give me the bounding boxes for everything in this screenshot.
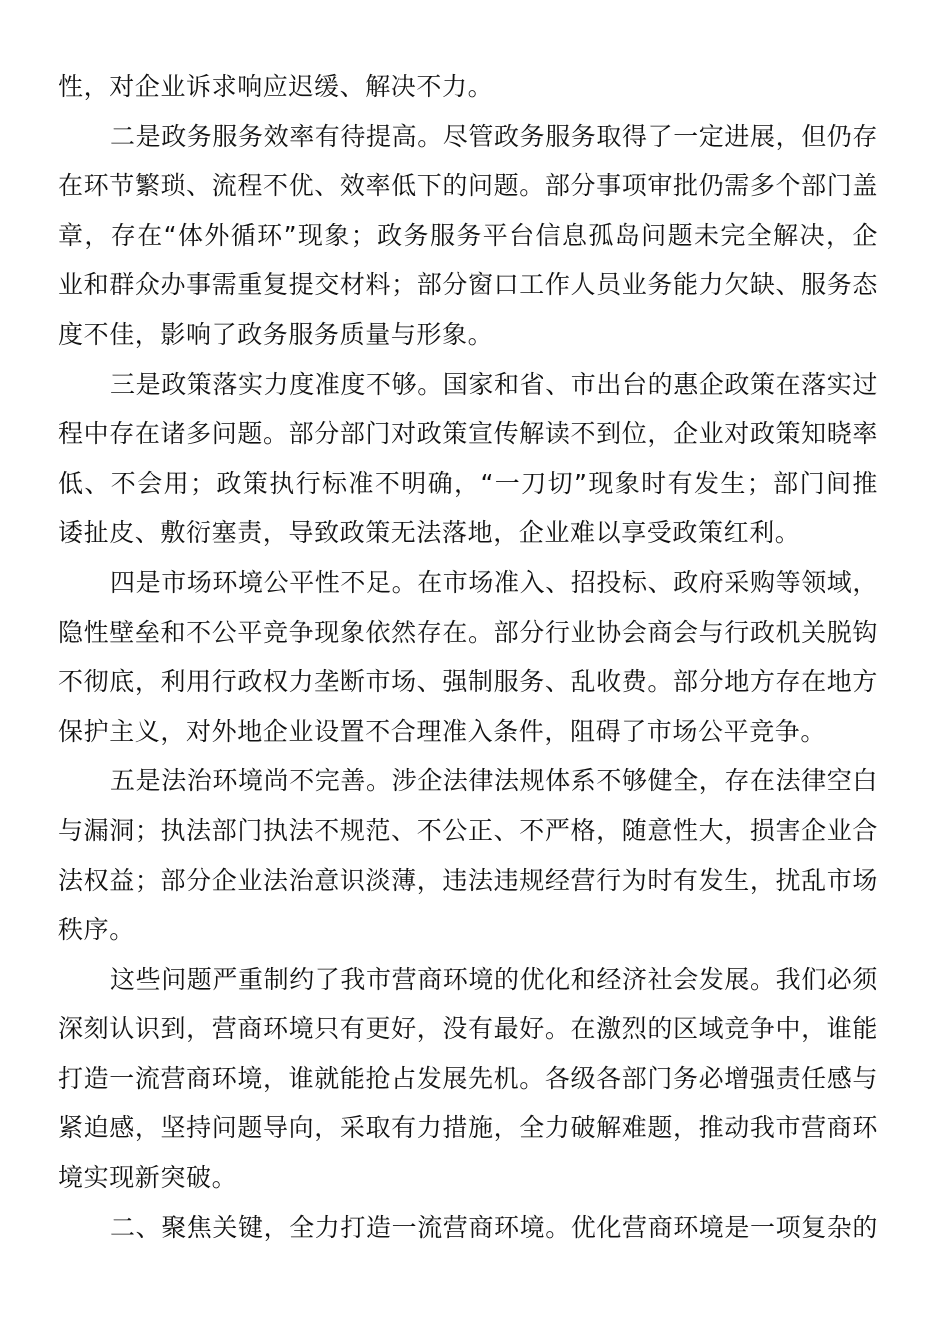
paragraph-continuation: 性，对企业诉求响应迟缓、解决不力。 xyxy=(58,72,494,101)
paragraph-government-service-efficiency: 二是政务服务效率有待提高。尽管政务服务取得了一定进展，但仍存在环节繁琐、流程不优、效率低下的问题。部分事项审批仍需多个部门盖章，存在“体外循环”现象；政务服务平台信息孤岛问题未完全解决，企业和群众办事需重复提交材料；部分窗口工作人员业务能力欠缺、服务态度不佳，影响了政务服务质量与形象。 xyxy=(58,121,879,349)
paragraph-market-fairness: 四是市场环境公平性不足。在市场准入、招投标、政府采购等领域，隐性壁垒和不公平竞争现象依然存在。部分行业协会商会与行政机关脱钩不彻底，利用行政权力垄断市场、强制服务、乱收费。部分地方存在地方保护主义，对外地企业设置不合理准入条件，阻碍了市场公平竞争。 xyxy=(58,567,879,746)
paragraph-legal-environment: 五是法治环境尚不完善。涉企法律法规体系不够健全，存在法律空白与漏洞；执法部门执法不规范、不公正、不严格，随意性大，损害企业合法权益；部分企业法治意识淡薄，违法违规经营行为时有发生，扰乱市场秩序。 xyxy=(58,766,879,945)
paragraph-summary: 这些问题严重制约了我市营商环境的优化和经济社会发展。我们必须深刻认识到，营商环境只有更好，没有最好。在激烈的区域竞争中，谁能打造一流营商环境，谁就能抢占发展先机。各级各部门务必增强责任感与紧迫感，坚持问题导向，采取有力措施，全力破解难题，推动我市营商环境实现新突破。 xyxy=(58,964,879,1193)
paragraph-policy-implementation: 三是政策落实力度准度不够。国家和省、市出台的惠企政策在落实过程中存在诸多问题。部分部门对政策宣传解读不到位，企业对政策知晓率低、不会用；政策执行标准不明确，“一刀切”现象时有发生；部门间推诿扯皮、敷衍塞责，导致政策无法落地，企业难以享受政策红利。 xyxy=(58,369,879,548)
document-page xyxy=(58,62,878,1252)
section-heading-two: 二、聚焦关键，全力打造一流营商环境。优化营商环境是一项复杂的 xyxy=(110,1212,879,1242)
